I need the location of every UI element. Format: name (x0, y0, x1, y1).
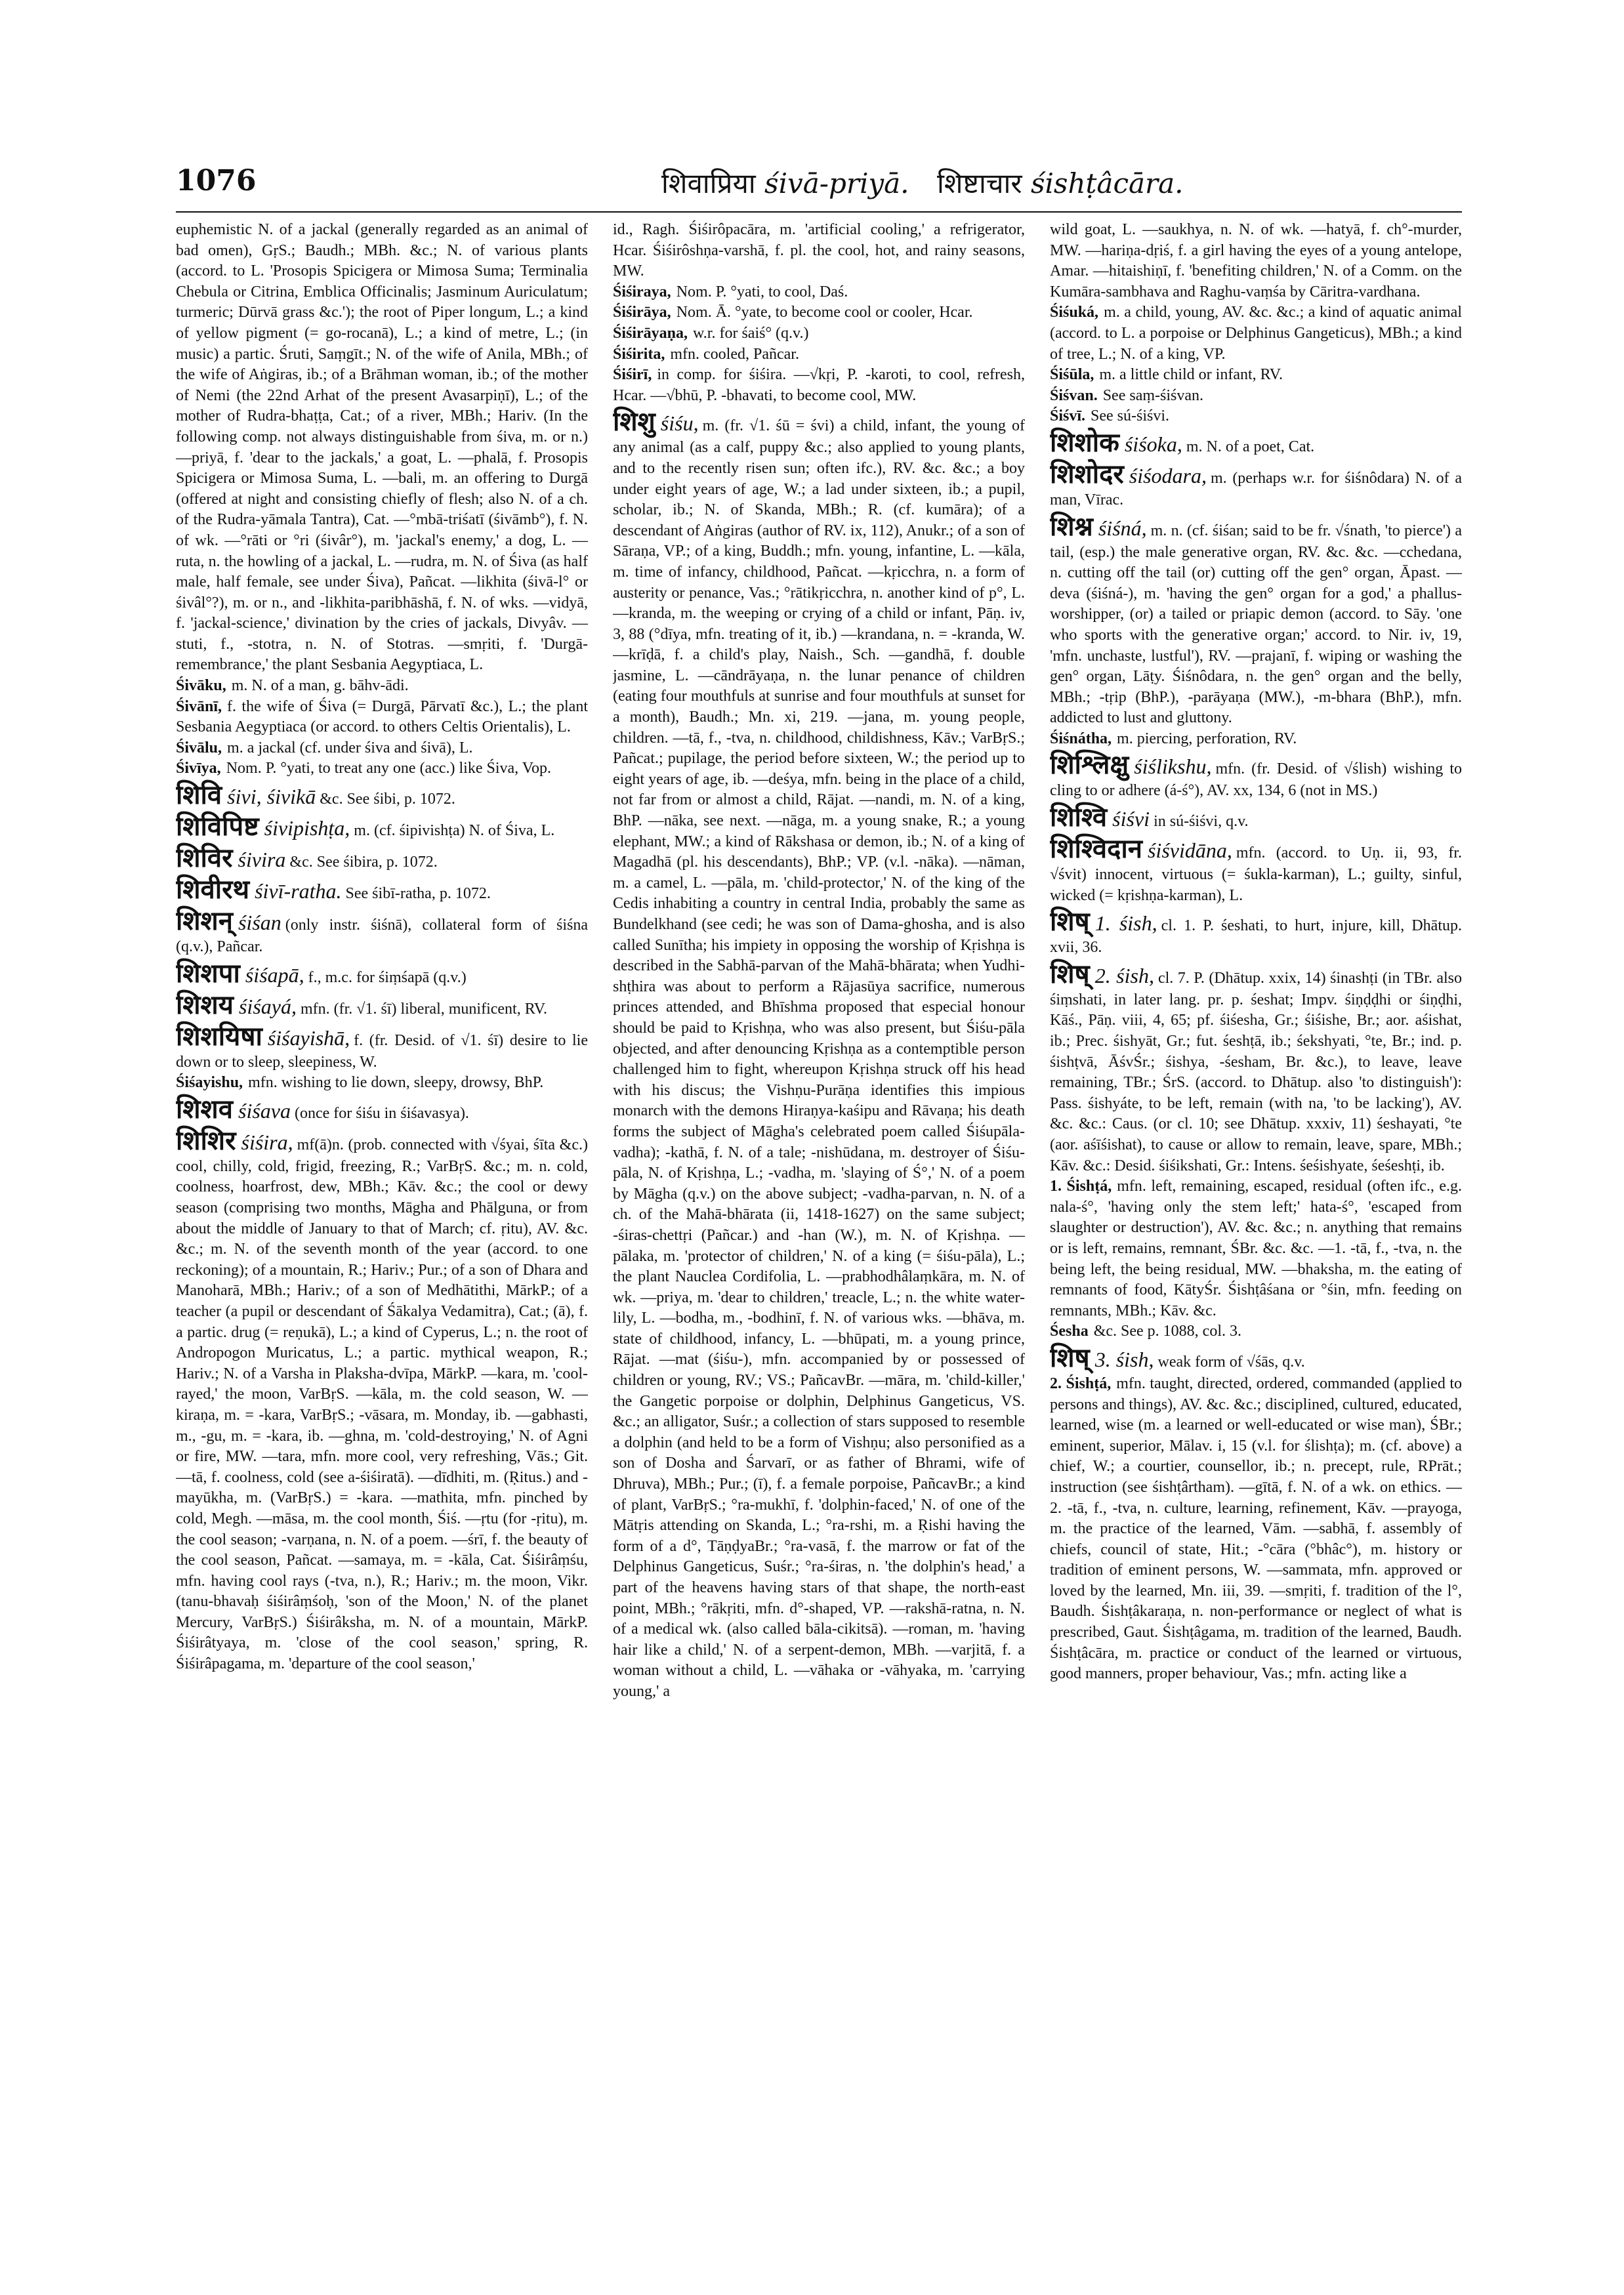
entry-definition: m. (perhaps w.r. for śiśnôdara) N. of a man, Vīrac. (1050, 469, 1462, 508)
entry-definition: w.r. for śaiś° (q.v.) (693, 324, 809, 342)
entry-headword: शिश्वि (1050, 802, 1108, 833)
dictionary-columns (176, 220, 1462, 2254)
dictionary-entry (1050, 459, 1462, 511)
dictionary-entry (1050, 365, 1462, 386)
dictionary-entry (176, 779, 588, 811)
entry-headword: शिशयिषा (176, 1021, 262, 1051)
entry-definition: m. (cf. śipivishṭa) N. of Śiva, L. (354, 822, 555, 840)
dictionary-entry (176, 842, 588, 874)
entry-definition: See śibī-ratha, p. 1072. (345, 885, 491, 903)
entry-definition: See saṃ-śiśvan. (1102, 386, 1204, 404)
entry-headword: Śivālu, (176, 739, 222, 756)
entry-headword: शिशोक (1050, 427, 1119, 457)
dictionary-entry (613, 344, 1025, 365)
entry-transliteration: śivī-ratha. (255, 879, 342, 903)
entry-definition: mfn. wishing to lie down, sleepy, drowsy, BhP. (248, 1074, 544, 1092)
dictionary-entry (1050, 511, 1462, 729)
dictionary-entry (1050, 1342, 1462, 1374)
column-1 (176, 220, 588, 2254)
entry-headword: Śiśirita, (613, 345, 665, 363)
entry-headword: Śiśnátha, (1050, 730, 1112, 747)
entry-transliteration: śiśava (238, 1098, 291, 1123)
entry-definition: weak form of √śās, q.v. (1157, 1353, 1305, 1371)
entry-headword: शिशन् (176, 906, 233, 936)
entry-definition: mfn. taught, directed, ordered, commanded (applied to persons and things), AV. &c. &c.; disciplined, cultured, educated, learned, wise (m. a learned or well-educated or wise man), ŚBr.; eminent, superior, Mālav. i, 15 (v.l. for ślishṭa); m. (cf. above) a chief, W.; a courtier, counsellor, ib.; n. precept, rule, RPrāt.; instruction (see śishṭârtham). —gītā, f. N. of a wk. on ethics. —2. -tā, f., -tva, n. culture, learning, refinement, Kāv. —prayoga, m. the practice of the learned, Vām. —sabhā, f. assembly of chiefs, council of state, Hit.; -°cāra (°bhâc°), m. history or tradition of eminent persons, W. —sammata, mfn. approved or loved by the learned, Mn. iii, 39. —smṛiti, f. tradition of the l°, Baudh. Śishṭâkaraṇa, n. non-performance or neglect of what is prescribed, Gaut. Śishṭâgama, m. tradition of the learned, Baudh. Śishṭâcāra, m. practice or conduct of the learned or virtuous, good manners, proper behaviour, Vas.; mfn. acting like a (1050, 1375, 1462, 1683)
entry-definition: cl. 1. P. śeshati, to hurt, injure, kill, Dhātup. xvii, 36. (1050, 917, 1462, 957)
dictionary-entry (176, 874, 588, 905)
entry-definition: m. N. of a poet, Cat. (1186, 438, 1315, 455)
entry-headword: Śivīya, (176, 760, 221, 777)
entry-headword: Śiśirāyaṇa, (613, 324, 688, 342)
entry-definition: mfn. cooled, Pañcar. (670, 345, 799, 363)
entry-headword: Śivāku, (176, 677, 226, 695)
entry-definition: cl. 7. P. (Dhātup. xxix, 14) śinashṭi (in TBr. also śiṃshati, in later lang. pr. p. śeshat; Impv. śiṇḍḍhi or śiṇḍhi, Kāś., Pāṇ. viii, 4, 65; pf. śiśesha, Gr.; śiśishe, Br.; aor. aśishat, ib.; Prec. śishyāt, Gr.; fut. śeshṭā, ib.; śekshyati, °te, Br.; ind. p. śishṭvā, ĀśvŚr.; śishya, -śesham, Br. &c.), to leave, leave remaining, TBr.; ŚrS. (accord. to Dhātup. also 'to distinguish'): Pass. śishyáte, to be left, remain (with na, 'to be lacking'), AV. &c. &c.: Caus. (or cl. 10; see Dhātup. xxxiv, 11) śeshayati, °te (aor. aśīśishat), to cause or allow to remain, leave, spare, MBh.; Kāv. &c.: Desid. śiśikshati, Gr.: Intens. śeśishyate, śeśeshṭi, ib. (1050, 969, 1462, 1174)
entry-headword: Śiśayishu, (176, 1074, 243, 1092)
entry-definition: mfn. (fr. √1. śī) liberal, munificent, RV. (300, 1000, 548, 1018)
entry-definition: (only instr. śiśnā), collateral form of śiśna (q.v.), Pañcar. (176, 917, 588, 956)
dictionary-entry (1050, 302, 1462, 365)
entry-headword: शिष् (1050, 1342, 1090, 1373)
entry-headword: Śivānī, (176, 697, 222, 715)
running-head-left-devanagari: शिवाप्रिया (661, 167, 756, 199)
dictionary-entry (1050, 386, 1462, 407)
entry-definition: m. (fr. √1. śū = śvi) a child, infant, the young of any animal (as a calf, puppy &c.; also applied to young plants, and to the recently risen sun; often ifc.), RV. &c. &c.; a boy under eight years of age, W.; a lad under sixteen, ib.; a pupil, scholar, ib.; N. of Skanda, MBh.; R. (cf. kumāra); of a descendant of Aṅgiras (author of RV. ix, 112), Anukr.; of a son of Sāraṇa, VP.; of a king, Buddh.; mfn. young, infantine, L. —kāla, m. time of infancy, childhood, Pañcat. —kṛicchra, n. a form of austerity or penance, Vas.; °rātikṛicchra, n. another kind of p°, L. —kranda, m. the weeping or crying of a child or infant, Pāṇ. iv, 3, 88 (°dīya, mfn. treating of it, ib.) —krandana, n. = -kranda, W. —krīḍā, f. a child's play, Naish., Sch. —gandhā, f. double jasmine, L. —cāndrāyaṇa, n. the lunar penance of children (eating four mouthfuls at sunrise and four mouthfuls at sunset for a month), Baudh.; Mn. xi, 219. —jana, m. young people, children. —tā, f., -tva, n. childhood, childishness, Kāv.; VarBṛS.; Pañcat.; pupilage, the period before sixteen, W.; the period up to eight years of age, ib. —deśya, mfn. being in the place of a child, not far from or almost a child, Rājat. —nandi, m. N. of a king, BhP. —nāka, see next. —nāga, m. a young snake, R.; a young elephant, MW.; a kind of Rākshasa or demon, ib.; N. of a king of Magadhā (pl. his descendants), BhP.; VP. (v.l. -nāka). —nāman, m. a camel, L. —pāla, m. 'child-protector,' N. of the king of the Cedis inhabiting a country in central India, probably the same as Bundelkhand (see cedi; he was son of Dama-ghosha, and is also called Sunītha; his impiety in opposing the worship of Kṛishṇa is described in the Sabhā-parvan of the Mahā-bhārata; when Yudhi-shṭhira was about to perform a Rājasūya sacrifice, numerous princes attended, and Bhīshma proposed that especial honour should be paid to Kṛishṇa, who was also present, but Śiśu-pāla objected, and after denouncing Kṛishṇa as a contemptible person challenged him to fight, whereupon Kṛishṇa struck off his head with his discus; the Vishṇu-Purāṇa identifies this impious monarch with the demons Hiraṇya-kaśipu and Rāvaṇa; his death forms the subject of Māgha's celebrated poem called Śiśupāla-vadha); -kathā, f. N. of a tale; -nishūdana, m. destroyer of Śiśu-pāla, N. of Kṛishṇa, L.; -vadha, m. 'slaying of Ś°,' N. of a poem by Māgha (q.v.) on the above subject; -vadha-parvan, n. N. of a ch. of the Mahā-bhārata (ii, 1418-1627) on the same subject; -śiras-chettṛi (Pañcar.) and -han (W.), m. N. of Kṛishṇa. —pālaka, m. 'protector of children,' N. of a king (= śiśu-pāla), L.; the plant Nauclea Cordifolia, L. —prabhodhâlaṃkāra, m. N. of wk. —priya, m. 'dear to children,' treacle, L.; n. the white water-lily, L. —bodha, m., -bodhinī, f. N. of various wks. —bhāva, m. state of childhood, infancy, L. —bhūpati, m. a young prince, Rājat. —mat (śiśu-), mfn. accompanied by or possessed of children or young, RV.; VS.; PañcavBr. —māra, m. 'child-killer,' the Gangetic porpoise or dolphin, Delphinus Gangeticus, VS. &c.; an alligator, Suśr.; a collection of stars supposed to resemble a dolphin (and held to be a form of Vishṇu; also personified as a son of Dosha and Śarvarī, or as father of Bhrami, wife of Dhruva), MBh.; Pur.; (ī), f. a female porpoise, PañcavBr.; a kind of plant, VarBṛS.; °ra-mukhī, f. 'dolphin-faced,' N. of one of the Mātṛis attending on Skanda, L.; °ra-rshi, m. a Ṛishi having the form of a d°, TāṇḍyaBr.; °ra-vasā, f. the marrow or fat of the Delphinus Gangeticus, Suśr.; °ra-śiras, n. 'the dolphin's head,' a part of the heavens having stars of that shape, the north-east point, MBh.; °rākṛiti, mfn. d°-shaped, VP. —rakshā-ratna, n. N. of a medical wk. (also called bāla-cikitsā). —roman, m. 'having hair like a child,' N. of a serpent-demon, MBh. —varjitā, f. a woman without a child, L. —vāhaka or -vāhyaka, m. 'carrying young,' a (613, 417, 1025, 1700)
entry-headword: शिष् (1050, 959, 1090, 989)
entry-headword: शिशोदर (1050, 459, 1124, 489)
entry-definition: Nom. Ā. °yate, to become cool or cooler, Hcar. (676, 304, 973, 321)
entry-definition: f., m.c. for śiṃśapā (q.v.) (308, 968, 467, 986)
entry-continuation (613, 220, 1025, 282)
entry-headword: शिष् (1050, 907, 1090, 937)
entry-transliteration: śiśodara, (1129, 463, 1207, 487)
dictionary-entry (1050, 959, 1462, 1176)
entry-transliteration: śiśayá, (238, 994, 297, 1018)
dictionary-entry (613, 282, 1025, 303)
dictionary-entry (613, 323, 1025, 344)
entry-definition: euphemistic N. of a jackal (generally regarded as an animal of bad omen), GṛS.; Baudh.; MBh. &c.; N. of various plants (accord. to L. 'Prosopis Spicigera or Mimosa Suma; Terminalia Chebula or Citrina, Emblica Officinalis; Jasminum Auriculatum; turmeric; Dūrvā grass &c.'); the root of Piper longum, L.; a kind of yellow pigment (= go-rocanā), L.; a kind of metre, L.; (in music) a partic. Śruti, Saṃgīt.; N. of the wife of Anila, MBh.; of the wife of Aṅgiras, ib.; of a Brāhman woman, ib.; of the mother of Nemi (the 22nd Arhat of the present Avasarpiṇī), L.; of the mother of Rudra-bhaṭṭa, Cat.; of a river, MBh.; Hariv. (In the following comp. not always distinguishable from śiva, m. or n.) —priyā, f. 'dear to the jackals,' a goat, L. —phalā, f. Prosopis Spicigera or Mimosa Suma, L. —bali, m. an offering to Durgā (offered at night and consisting chiefly of flesh; also N. of a ch. of the Rudra-yāmala Tantra), Cat. —°mbā-triśatī (śivāmb°), f. N. of wk. —°rāti or °ri (śivâr°), m. 'jackal's enemy,' a dog, L. —ruta, n. the howling of a jackal, L. —rudra, m. N. of Śiva (as half male, half female, see under Śiva), Pañcat. —likhita (śivā-l° or śivâl°?), m. or n., and -likhita-paribhāshā, f. N. of wks. —vidyā, f. 'jackal-science,' divination by the cries of jackals, Divyâv. —stuti, f., -stotra, n. N. of Stotras. —smṛiti, f. 'Durgā-remembrance,' the plant Sesbania Aegyptiaca, L. (176, 221, 588, 674)
dictionary-entry (176, 958, 588, 989)
dictionary-entry (176, 989, 588, 1021)
running-head-right-translit: śishṭâcāra. (1030, 167, 1184, 199)
dictionary-entry (613, 406, 1025, 1702)
entry-headword: Śiśuká, (1050, 304, 1099, 321)
dictionary-entry (1050, 749, 1462, 802)
dictionary-entry (1050, 1176, 1462, 1321)
entry-headword: Śiśirī, (613, 366, 652, 384)
dictionary-entry (176, 676, 588, 697)
entry-transliteration: śiśná, (1098, 516, 1147, 540)
entry-definition: m. a little child or infant, RV. (1099, 366, 1283, 384)
entry-definition: mfn. (fr. Desid. of √ślish) wishing to cling to or adhere (á-ś°), AV. xx, 134, 6 (not in MS.) (1050, 760, 1462, 800)
entry-definition: f. the wife of Śiva (= Durgā, Pārvatī &c.), L.; the plant Sesbania Aegyptiaca (or accord. to others Celtis Orientalis), L. (176, 697, 588, 736)
entry-headword: Śiśvan. (1050, 386, 1098, 404)
page-number: 1076 (176, 164, 257, 197)
entry-continuation (1050, 220, 1462, 302)
entry-definition: m. piercing, perforation, RV. (1117, 730, 1297, 747)
running-head-left-translit: śivā-priyā. (764, 167, 909, 199)
entry-definition: &c. See p. 1088, col. 3. (1093, 1323, 1241, 1340)
entry-headword: शिशपा (176, 958, 240, 988)
entry-headword: Śesha (1050, 1323, 1089, 1340)
entry-transliteration: śiśan (238, 911, 281, 935)
dictionary-entry (1050, 1321, 1462, 1342)
page-header (176, 164, 1462, 210)
dictionary-entry (1050, 406, 1462, 427)
entry-headword: शिश्लिक्षु (1050, 750, 1129, 780)
entry-definition: &c. See śibi, p. 1072. (320, 791, 455, 808)
entry-headword: Śiśūla, (1050, 366, 1094, 384)
entry-headword: 1. Śishṭá, (1050, 1178, 1112, 1195)
dictionary-entry (176, 1021, 588, 1073)
entry-transliteration: śiślikshu, (1134, 755, 1212, 779)
entry-definition: in comp. for śiśira. —√kṛi, P. -karoti, to cool, refresh, Hcar. —√bhū, P. -bhavati, to become cool, MW. (613, 366, 1025, 404)
entry-transliteration: śivipishṭa, (264, 816, 350, 840)
entry-headword: शिविपिष्ट (176, 812, 259, 842)
entry-definition: wild goat, L. —saukhya, n. N. of wk. —hatyā, f. ch°-murder, MW. —hariṇa-dṛiś, f. a girl having the eyes of a young antelope, Amar. —hitaishiṇī, f. 'benefiting children,' N. of a Comm. on the Kumāra-sambhava and Raghu-vaṃśa by Cāritra-vardhana. (1050, 221, 1462, 300)
entry-headword: Śiśirāya, (613, 304, 671, 321)
running-head-right (937, 164, 1187, 201)
entry-headword: शिशु (613, 407, 656, 437)
entry-transliteration: 1. śish, (1094, 911, 1157, 936)
entry-definition: f. (fr. Desid. of √1. śī) desire to lie down or to sleep, sleepiness, W. (176, 1031, 588, 1071)
dictionary-entry (176, 697, 588, 738)
dictionary-entry (1050, 427, 1462, 459)
dictionary-entry (1050, 1374, 1462, 1685)
entry-transliteration: śivi, śivikā (227, 785, 316, 809)
entry-definition: m. N. of a man, g. bāhv-ādi. (231, 677, 409, 695)
entry-headword: शिश्न (1050, 511, 1093, 541)
dictionary-entry (613, 365, 1025, 406)
dictionary-entry (176, 1073, 588, 1094)
dictionary-entry (1050, 802, 1462, 833)
entry-headword: शिशव (176, 1094, 233, 1124)
entry-headword: शिवीरथ (176, 875, 250, 905)
entry-definition: (once for śiśu in śiśavasya). (295, 1104, 469, 1122)
header-rule (176, 211, 1462, 213)
entry-definition: mf(ā)n. (prob. connected with √śyai, śīta &c.) cool, chilly, cold, frigid, freezing, R.; VarBṛS. &c.; m. n. cold, coolness, hoarfrost, dew, MBh.; Kāv. &c.; the cool or dewy season (comprising two months, Māgha and Phālguna, or from about the middle of January to that of March; cf. ṛitu), AV. &c. &c.; m. N. of the seventh month of the year (accord. to one reckoning); of a mountain, R.; Hariv.; Pur.; of a son of Dhara and Manoharā, MBh.; Hariv.; of a son of Medhātithi, MārkP.; of a teacher (a pupil or descendant of Śākalya Vedamitra), Cat.; (ā), f. a partic. drug (= reṇukā), L.; a kind of Cyperus, L.; n. the root of Andropogon Muricatus, L.; a partic. mythical weapon, R.; Hariv.; N. of a Varsha in Plaksha-dvīpa, MārkP. —kara, m. 'cool-rayed,' the moon, VarBṛS. —kāla, m. the cold season, W. —kiraṇa, m. = -kara, VarBṛS.; -vāsara, m. Monday, ib. —gabhasti, m., -gu, m. = -kara, ib. —ghna, m. 'cold-destroying,' N. of Agni or fire, MW. —tara, mfn. more cool, very refreshing, Vās.; Git. —tā, f. coolness, cold (see a-śiśiratā). —dīdhiti, m. (Ṛitus.) and -mayūkha, m. (VarBṛS.) = -kara. —mathita, mfn. pinched by cold, Megh. —māsa, m. the cool month, Śiś. —ṛtu (for -ṛitu), m. the cool season; -varṇana, n. N. of a poem. —śrī, f. the beauty of the cool season, Pañcat. —samaya, m. = -kāla, Cat. Śiśirâṃśu, mfn. having cool rays (-tva, n.), R.; Hariv.; m. the moon, Vikr. (tanu-bhavaḥ śiśirâṃśoḥ, 'son of the Moon,' N. of the planet Mercury, VarBṛS.) Śiśirâksha, m. N. of a mountain, MārkP. Śiśirâtyaya, m. 'close of the cool season,' spring, R. Śiśirâpagama, m. 'departure of the cool season,' (176, 1136, 588, 1673)
running-head-left (661, 164, 913, 201)
dictionary-entry (1050, 833, 1462, 906)
entry-headword: शिशय (176, 989, 234, 1020)
entry-transliteration: śiśapā, (245, 962, 304, 987)
entry-headword: Śiśiraya, (613, 283, 671, 300)
entry-definition: m. n. (cf. śiśan; said to be fr. √śnath, 'to pierce') a tail, (esp.) the male generative organ, RV. &c. &c. —cchedana, n. cutting off the tail (or) cutting off the gen° organ, Āpast. —deva (śiśná-), m. 'having the gen° organ for a god,' a phallus-worshipper, (or) a tailed or priapic demon (accord. to Sāy. 'one who sports with the generative organ;' accord. to Nir. iv, 19, 'mfn. unchaste, lustful'), RV. —prajanī, f. wiping or washing the gen° organ, Lāṭy. Śiśnôdara, n. the gen° organ and the belly, MBh.; -tṛip (BhP.), -parāyaṇa (MW.), -m-bhara (BhP.), mfn. addicted to lust and gluttony. (1050, 522, 1462, 727)
entry-definition: in sú-śiśvi, q.v. (1154, 813, 1249, 831)
column-3 (1050, 220, 1462, 2254)
dictionary-entry (1050, 906, 1462, 959)
entry-headword: Śiśvī. (1050, 407, 1086, 425)
entry-definition: &c. See śibira, p. 1072. (289, 854, 438, 871)
entry-transliteration: śiśoka, (1124, 432, 1182, 456)
entry-transliteration: śiśayishā, (267, 1025, 350, 1050)
entry-headword: शिश्विदान (1050, 834, 1142, 864)
entry-transliteration: 3. śish, (1094, 1347, 1154, 1371)
entry-transliteration: śivira (238, 848, 286, 872)
dictionary-entry (176, 1094, 588, 1125)
dictionary-entry (176, 905, 588, 958)
entry-definition: id., Ragh. Śiśirôpacāra, m. 'artificial cooling,' a refrigerator, Hcar. Śiśirôshṇa-varshā, f. pl. the cool, hot, and rainy seasons, MW. (613, 221, 1025, 280)
entry-headword: 2. Śishṭá, (1050, 1375, 1112, 1392)
dictionary-entry (176, 738, 588, 759)
running-head-right-devanagari: शिष्टाचार (937, 167, 1022, 199)
entry-definition: mfn. (accord. to Uṇ. ii, 93, fr. √śvit) innocent, virtuous (= śukla-karman), L.; guilty, sinful, wicked (= kṛishṇa-karman), L. (1050, 844, 1462, 904)
entry-transliteration: 2. śish, (1094, 963, 1154, 987)
entry-definition: m. a jackal (cf. under śiva and śivā), L. (227, 739, 473, 756)
column-2 (613, 220, 1025, 2254)
entry-transliteration: śiśvidāna, (1147, 838, 1232, 863)
dictionary-entry (613, 302, 1025, 323)
entry-definition: Nom. P. °yati, to treat any one (acc.) like Śiva, Vop. (226, 760, 551, 777)
entry-continuation (176, 220, 588, 676)
entry-transliteration: śiśira, (241, 1130, 293, 1154)
dictionary-entry (176, 758, 588, 779)
dictionary-entry (176, 811, 588, 842)
entry-definition: See sú-śiśvi. (1091, 407, 1170, 425)
entry-headword: शिवि (176, 780, 222, 810)
entry-definition: Nom. P. °yati, to cool, Daś. (676, 283, 848, 300)
entry-headword: शिविर (176, 843, 233, 873)
dictionary-entry (1050, 729, 1462, 750)
entry-headword: शिशिर (176, 1125, 236, 1155)
dictionary-entry (176, 1125, 588, 1675)
entry-definition: mfn. left, remaining, escaped, residual (often ifc., e.g. nala-ś°, 'having only the stem left;' hata-ś°, 'escaped from slaughter or destruction'), AV. &c. &c.; n. anything that remains or is left, remains, remnant, ŚBr. &c. &c. —1. -tā, f., -tva, n. the being left, the being residual, MW. —bhaksha, m. the eating of remnants of food, KātyŚr. Śishṭâśana or °śin, mfn. feeding on remnants, MBh.; Kāv. &c. (1050, 1178, 1462, 1319)
entry-transliteration: śiśvi (1112, 807, 1150, 831)
entry-transliteration: śiśu, (660, 411, 699, 436)
entry-definition: m. a child, young, AV. &c. &c.; a kind of aquatic animal (accord. to L. a porpoise or Delphinus Gangeticus), MBh.; a kind of tree, L.; N. of a king, VP. (1050, 304, 1462, 363)
